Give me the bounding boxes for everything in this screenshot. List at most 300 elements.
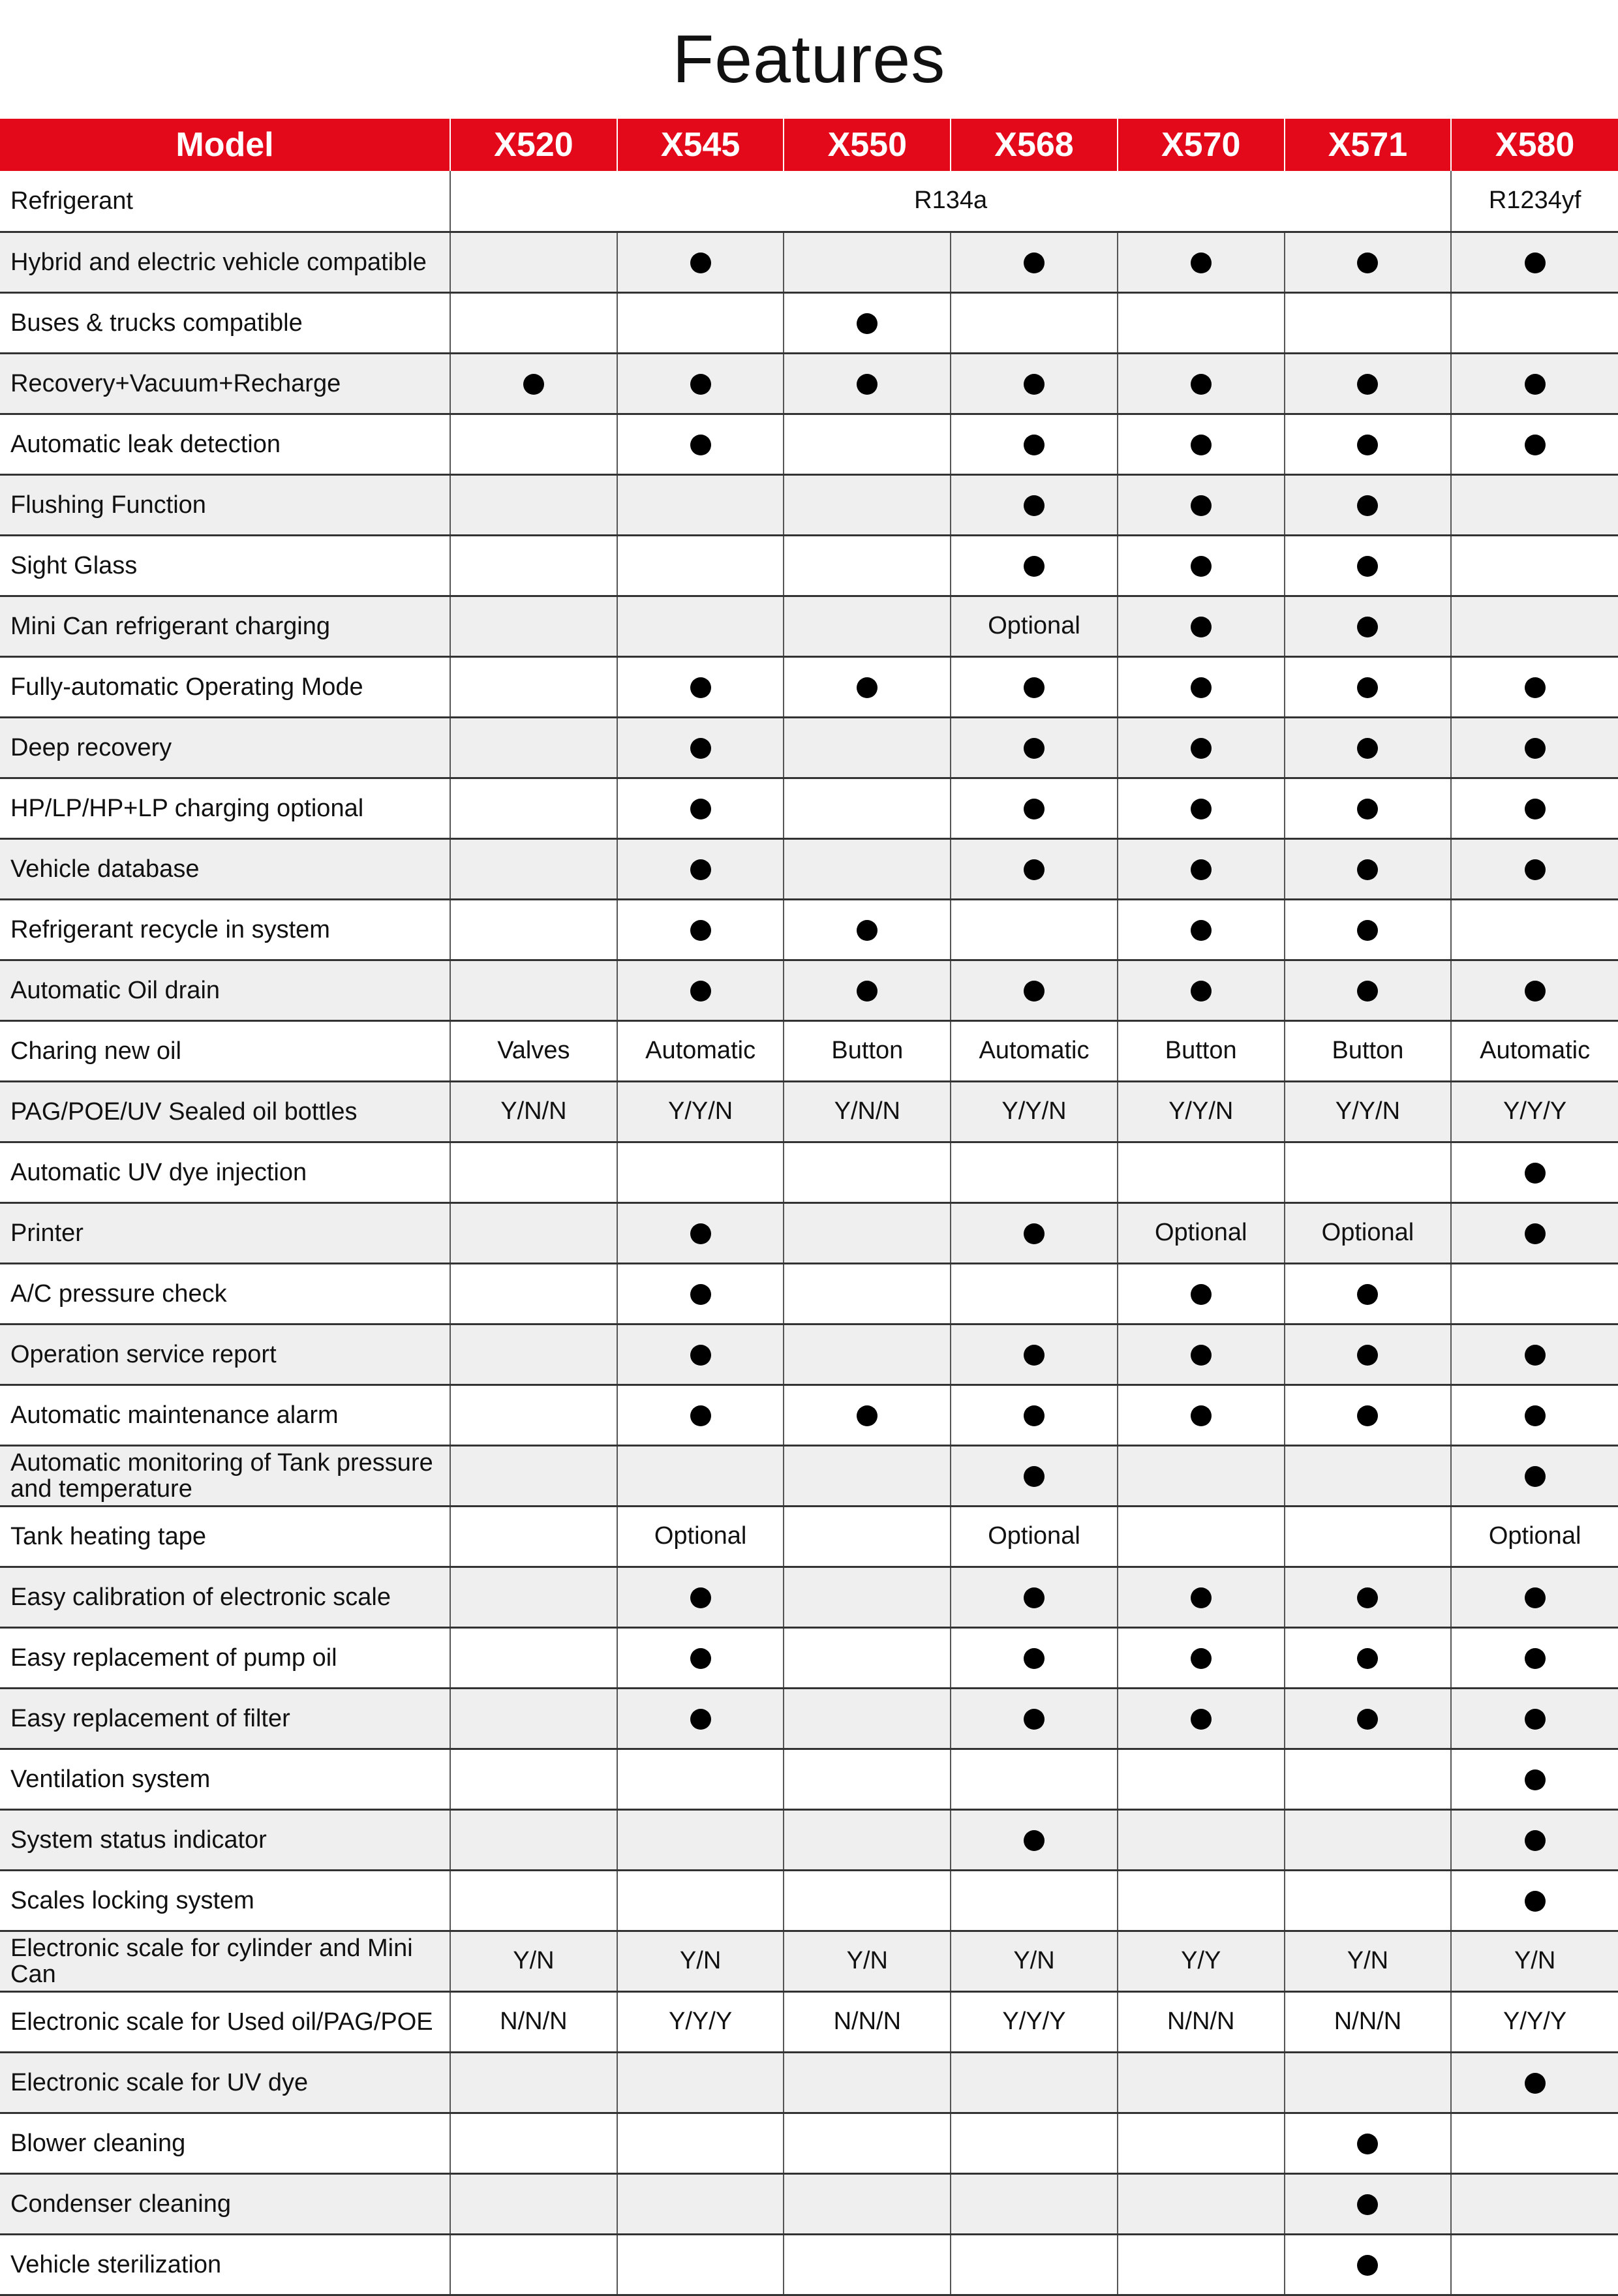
table-cell xyxy=(1451,596,1618,656)
table-cell: Optional xyxy=(617,1506,784,1567)
table-cell xyxy=(450,1202,617,1263)
table-cell xyxy=(951,778,1118,838)
table-row xyxy=(0,2173,1618,2234)
table-row xyxy=(0,656,1618,717)
bullet-dot-icon xyxy=(1357,1284,1378,1305)
table-cell: Y/N/N xyxy=(450,1081,617,1142)
table-cell xyxy=(617,2234,784,2295)
table-cell xyxy=(1451,232,1618,292)
header-model-x570: X570 xyxy=(1118,119,1285,171)
table-cell xyxy=(617,596,784,656)
bullet-dot-icon xyxy=(1024,435,1045,455)
table-cell xyxy=(784,1202,951,1263)
table-cell xyxy=(784,1506,951,1567)
table-cell xyxy=(1285,292,1452,353)
table-cell xyxy=(617,2173,784,2234)
table-cell xyxy=(784,1809,951,1870)
table-cell xyxy=(784,1749,951,1809)
table-cell xyxy=(951,838,1118,899)
feature-label: Automatic monitoring of Tank pressure and temperature xyxy=(0,1445,450,1506)
table-cell xyxy=(450,899,617,960)
features-table xyxy=(0,119,1618,2296)
table-row xyxy=(0,1142,1618,1202)
table-cell xyxy=(951,232,1118,292)
table-cell xyxy=(951,2113,1118,2173)
table-cell xyxy=(450,1688,617,1749)
bullet-dot-icon xyxy=(1357,981,1378,1002)
table-row xyxy=(0,1688,1618,1749)
table-cell xyxy=(1285,838,1452,899)
table-cell xyxy=(1451,656,1618,717)
bullet-dot-icon xyxy=(1525,1405,1546,1426)
table-cell xyxy=(951,474,1118,535)
bullet-dot-icon xyxy=(1191,677,1212,698)
table-row xyxy=(0,1385,1618,1445)
table-cell xyxy=(1451,960,1618,1020)
table-cell xyxy=(450,1870,617,1931)
page-title: Features xyxy=(672,21,946,97)
table-row xyxy=(0,414,1618,474)
bullet-dot-icon xyxy=(1024,1830,1045,1851)
bullet-dot-icon xyxy=(690,1345,711,1366)
table-row xyxy=(0,596,1618,656)
table-cell xyxy=(1451,778,1618,838)
table-row xyxy=(0,1081,1618,1142)
header-row xyxy=(0,119,1618,171)
bullet-dot-icon xyxy=(1525,253,1546,273)
feature-label: Easy calibration of electronic scale xyxy=(0,1567,450,1627)
table-header xyxy=(0,119,1618,171)
feature-label: Vehicle database xyxy=(0,838,450,899)
table-cell: N/N/N xyxy=(784,1991,951,2052)
table-cell xyxy=(951,1385,1118,1445)
table-cell: Button xyxy=(784,1020,951,1081)
table-cell xyxy=(951,2052,1118,2113)
table-cell xyxy=(1451,2234,1618,2295)
bullet-dot-icon xyxy=(857,374,878,395)
feature-label: Automatic maintenance alarm xyxy=(0,1385,450,1445)
bullet-dot-icon xyxy=(1191,1405,1212,1426)
table-cell xyxy=(1118,1324,1285,1385)
table-cell xyxy=(1451,1445,1618,1506)
bullet-dot-icon xyxy=(857,1405,878,1426)
table-cell xyxy=(1451,1385,1618,1445)
feature-label: A/C pressure check xyxy=(0,1263,450,1324)
bullet-dot-icon xyxy=(1024,1648,1045,1669)
bullet-dot-icon xyxy=(1024,1405,1045,1426)
table-cell xyxy=(1118,656,1285,717)
table-cell: Button xyxy=(1118,1020,1285,1081)
bullet-dot-icon xyxy=(1024,253,1045,273)
table-cell xyxy=(450,1506,617,1567)
table-cell xyxy=(1118,778,1285,838)
table-cell xyxy=(784,474,951,535)
table-cell xyxy=(1285,1870,1452,1931)
table-cell xyxy=(951,1567,1118,1627)
bullet-dot-icon xyxy=(1357,435,1378,455)
feature-label: Tank heating tape xyxy=(0,1506,450,1567)
bullet-dot-icon xyxy=(690,920,711,941)
table-cell xyxy=(1118,2234,1285,2295)
bullet-dot-icon xyxy=(1191,1345,1212,1366)
table-cell xyxy=(1285,717,1452,778)
table-cell: Automatic xyxy=(951,1020,1118,1081)
bullet-dot-icon xyxy=(690,435,711,455)
bullet-dot-icon xyxy=(1525,1769,1546,1790)
header-model-x568: X568 xyxy=(951,119,1118,171)
table-cell xyxy=(617,1445,784,1506)
table-cell xyxy=(1451,1263,1618,1324)
bullet-dot-icon xyxy=(1191,799,1212,819)
bullet-dot-icon xyxy=(1191,920,1212,941)
table-cell xyxy=(450,1749,617,1809)
table-cell xyxy=(951,414,1118,474)
table-cell xyxy=(1118,2052,1285,2113)
table-cell xyxy=(951,1809,1118,1870)
table-cell xyxy=(1285,596,1452,656)
table-cell xyxy=(450,535,617,596)
bullet-dot-icon xyxy=(690,374,711,395)
table-cell xyxy=(784,353,951,414)
feature-label: Automatic Oil drain xyxy=(0,960,450,1020)
table-row xyxy=(0,292,1618,353)
table-cell: Valves xyxy=(450,1020,617,1081)
table-cell xyxy=(1451,1567,1618,1627)
table-cell xyxy=(450,778,617,838)
table-cell xyxy=(1118,1385,1285,1445)
table-row xyxy=(0,1020,1618,1081)
table-cell xyxy=(1118,2173,1285,2234)
table-cell xyxy=(1451,1142,1618,1202)
table-cell xyxy=(617,1263,784,1324)
table-cell xyxy=(1118,414,1285,474)
table-cell xyxy=(617,717,784,778)
table-cell xyxy=(1118,292,1285,353)
table-row xyxy=(0,1445,1618,1506)
header-model-label: Model xyxy=(0,119,450,171)
table-cell: Y/Y/N xyxy=(1285,1081,1452,1142)
table-cell xyxy=(617,778,784,838)
bullet-dot-icon xyxy=(1525,1830,1546,1851)
table-row xyxy=(0,1627,1618,1688)
table-cell xyxy=(951,1263,1118,1324)
table-row xyxy=(0,1506,1618,1567)
bullet-dot-icon xyxy=(1024,374,1045,395)
table-cell xyxy=(617,1324,784,1385)
feature-label: Buses & trucks compatible xyxy=(0,292,450,353)
table-cell xyxy=(617,1870,784,1931)
table-cell xyxy=(1118,1749,1285,1809)
bullet-dot-icon xyxy=(1191,617,1212,637)
header-model-x520: X520 xyxy=(450,119,617,171)
table-cell xyxy=(450,232,617,292)
table-row xyxy=(0,1202,1618,1263)
table-cell xyxy=(1451,1324,1618,1385)
bullet-dot-icon xyxy=(1357,495,1378,516)
header-model-x550: X550 xyxy=(784,119,951,171)
table-cell xyxy=(1285,1688,1452,1749)
table-cell xyxy=(1451,474,1618,535)
bullet-dot-icon xyxy=(1191,1709,1212,1730)
table-cell xyxy=(617,414,784,474)
bullet-dot-icon xyxy=(1191,1587,1212,1608)
table-cell xyxy=(1451,899,1618,960)
table-cell xyxy=(450,717,617,778)
bullet-dot-icon xyxy=(690,859,711,880)
feature-label: Refrigerant xyxy=(0,171,450,232)
bullet-dot-icon xyxy=(1525,799,1546,819)
table-cell xyxy=(1451,535,1618,596)
bullet-dot-icon xyxy=(1024,677,1045,698)
table-cell xyxy=(951,1688,1118,1749)
table-cell xyxy=(1118,1263,1285,1324)
table-row xyxy=(0,1263,1618,1324)
table-row xyxy=(0,838,1618,899)
bullet-dot-icon xyxy=(1357,374,1378,395)
bullet-dot-icon xyxy=(1357,1587,1378,1608)
bullet-dot-icon xyxy=(1357,2255,1378,2276)
feature-label: Easy replacement of filter xyxy=(0,1688,450,1749)
table-cell xyxy=(951,2173,1118,2234)
table-cell xyxy=(1118,232,1285,292)
table-cell xyxy=(1285,656,1452,717)
bullet-dot-icon xyxy=(1525,1891,1546,1912)
table-row xyxy=(0,1749,1618,1809)
table-cell xyxy=(1285,2234,1452,2295)
table-cell xyxy=(1451,414,1618,474)
bullet-dot-icon xyxy=(1191,556,1212,577)
table-cell: Y/N/N xyxy=(784,1081,951,1142)
bullet-dot-icon xyxy=(690,738,711,759)
table-cell xyxy=(617,838,784,899)
bullet-dot-icon xyxy=(1357,2194,1378,2215)
table-cell xyxy=(1118,1688,1285,1749)
table-cell xyxy=(1118,353,1285,414)
bullet-dot-icon xyxy=(1525,1163,1546,1184)
table-cell xyxy=(784,2113,951,2173)
table-cell xyxy=(617,1202,784,1263)
table-cell xyxy=(784,1385,951,1445)
bullet-dot-icon xyxy=(1525,1466,1546,1487)
bullet-dot-icon xyxy=(690,981,711,1002)
bullet-dot-icon xyxy=(1024,859,1045,880)
bullet-dot-icon xyxy=(1024,1466,1045,1487)
table-row xyxy=(0,1931,1618,1991)
table-cell: Optional xyxy=(1118,1202,1285,1263)
header-model-x571: X571 xyxy=(1285,119,1452,171)
bullet-dot-icon xyxy=(523,374,544,395)
table-cell xyxy=(450,1142,617,1202)
table-cell xyxy=(617,2052,784,2113)
feature-label: PAG/POE/UV Sealed oil bottles xyxy=(0,1081,450,1142)
feature-label: Electronic scale for UV dye xyxy=(0,2052,450,2113)
table-cell: Y/Y xyxy=(1118,1931,1285,1991)
table-cell: R1234yf xyxy=(1451,171,1618,232)
table-cell xyxy=(617,960,784,1020)
table-cell xyxy=(617,535,784,596)
table-cell xyxy=(1285,960,1452,1020)
table-cell xyxy=(450,414,617,474)
table-cell xyxy=(1285,2113,1452,2173)
bullet-dot-icon xyxy=(1357,799,1378,819)
bullet-dot-icon xyxy=(1191,738,1212,759)
table-cell xyxy=(1285,414,1452,474)
table-cell: Y/Y/Y xyxy=(1451,1081,1618,1142)
feature-label: Blower cleaning xyxy=(0,2113,450,2173)
table-cell xyxy=(450,1627,617,1688)
bullet-dot-icon xyxy=(1357,859,1378,880)
table-cell xyxy=(1118,2113,1285,2173)
table-row xyxy=(0,2052,1618,2113)
table-cell xyxy=(617,1567,784,1627)
bullet-dot-icon xyxy=(1191,253,1212,273)
table-cell xyxy=(1451,1870,1618,1931)
table-cell xyxy=(1451,292,1618,353)
bullet-dot-icon xyxy=(1357,920,1378,941)
table-cell xyxy=(450,960,617,1020)
bullet-dot-icon xyxy=(1525,859,1546,880)
table-cell xyxy=(1118,1445,1285,1506)
table-row xyxy=(0,1991,1618,2052)
table-cell xyxy=(784,596,951,656)
table-cell xyxy=(1451,353,1618,414)
table-cell xyxy=(1118,1809,1285,1870)
table-cell xyxy=(784,778,951,838)
table-cell xyxy=(617,232,784,292)
bullet-dot-icon xyxy=(1525,677,1546,698)
table-cell xyxy=(450,1809,617,1870)
feature-label: System status indicator xyxy=(0,1809,450,1870)
table-cell xyxy=(1285,1749,1452,1809)
table-cell: Y/N xyxy=(617,1931,784,1991)
bullet-dot-icon xyxy=(690,253,711,273)
table-cell xyxy=(784,656,951,717)
table-cell xyxy=(784,717,951,778)
table-cell xyxy=(1451,2052,1618,2113)
bullet-dot-icon xyxy=(1024,1223,1045,1244)
bullet-dot-icon xyxy=(690,1223,711,1244)
table-cell xyxy=(1285,1445,1452,1506)
table-cell: Y/Y/Y xyxy=(617,1991,784,2052)
table-cell xyxy=(1451,2113,1618,2173)
table-cell xyxy=(450,2173,617,2234)
table-cell xyxy=(1451,1202,1618,1263)
table-cell xyxy=(617,353,784,414)
table-cell xyxy=(951,656,1118,717)
table-cell xyxy=(784,292,951,353)
bullet-dot-icon xyxy=(690,1405,711,1426)
bullet-dot-icon xyxy=(1024,1587,1045,1608)
table-cell xyxy=(1285,1809,1452,1870)
feature-label: Mini Can refrigerant charging xyxy=(0,596,450,656)
table-cell xyxy=(951,1202,1118,1263)
bullet-dot-icon xyxy=(1357,738,1378,759)
table-cell xyxy=(450,292,617,353)
table-cell xyxy=(1285,1627,1452,1688)
table-cell xyxy=(1451,717,1618,778)
table-cell xyxy=(784,232,951,292)
table-cell xyxy=(1118,717,1285,778)
table-cell xyxy=(951,960,1118,1020)
table-row xyxy=(0,778,1618,838)
table-cell xyxy=(784,838,951,899)
table-cell xyxy=(951,1749,1118,1809)
table-cell xyxy=(1118,1627,1285,1688)
table-cell xyxy=(784,1567,951,1627)
table-cell: Y/N xyxy=(450,1931,617,1991)
table-cell xyxy=(1285,778,1452,838)
bullet-dot-icon xyxy=(1191,1648,1212,1669)
table-cell xyxy=(784,2173,951,2234)
bullet-dot-icon xyxy=(1191,981,1212,1002)
table-row xyxy=(0,2234,1618,2295)
bullet-dot-icon xyxy=(857,313,878,334)
feature-label: Electronic scale for cylinder and Mini Can xyxy=(0,1931,450,1991)
table-cell xyxy=(784,414,951,474)
table-cell: Y/Y/Y xyxy=(1451,1991,1618,2052)
table-cell: R134a xyxy=(450,171,1451,232)
header-model-x545: X545 xyxy=(617,119,784,171)
bullet-dot-icon xyxy=(1357,677,1378,698)
table-row xyxy=(0,2113,1618,2173)
table-cell xyxy=(784,1445,951,1506)
table-cell xyxy=(951,1870,1118,1931)
feature-label: Scales locking system xyxy=(0,1870,450,1931)
table-cell xyxy=(1285,2173,1452,2234)
feature-label: Electronic scale for Used oil/PAG/POE xyxy=(0,1991,450,2052)
feature-label: Recovery+Vacuum+Recharge xyxy=(0,353,450,414)
table-cell xyxy=(1285,535,1452,596)
table-cell xyxy=(1285,2052,1452,2113)
feature-label: Fully-automatic Operating Mode xyxy=(0,656,450,717)
table-cell xyxy=(617,1809,784,1870)
table-cell xyxy=(1451,1809,1618,1870)
table-cell: Y/N xyxy=(1451,1931,1618,1991)
table-cell xyxy=(784,1688,951,1749)
feature-label: Vehicle sterilization xyxy=(0,2234,450,2295)
table-cell xyxy=(784,2234,951,2295)
bullet-dot-icon xyxy=(690,1709,711,1730)
bullet-dot-icon xyxy=(1024,738,1045,759)
bullet-dot-icon xyxy=(1024,981,1045,1002)
table-cell xyxy=(1118,596,1285,656)
feature-label: Flushing Function xyxy=(0,474,450,535)
table-cell xyxy=(450,1385,617,1445)
table-row xyxy=(0,1567,1618,1627)
table-cell xyxy=(784,1627,951,1688)
table-cell xyxy=(1285,1385,1452,1445)
table-cell xyxy=(1451,1627,1618,1688)
table-cell xyxy=(450,1445,617,1506)
table-cell xyxy=(617,899,784,960)
table-cell xyxy=(784,899,951,960)
feature-label: Deep recovery xyxy=(0,717,450,778)
feature-label: Hybrid and electric vehicle compatible xyxy=(0,232,450,292)
bullet-dot-icon xyxy=(1191,435,1212,455)
table-cell xyxy=(617,292,784,353)
table-cell: Y/N xyxy=(951,1931,1118,1991)
bullet-dot-icon xyxy=(1525,1648,1546,1669)
table-cell xyxy=(1118,1142,1285,1202)
bullet-dot-icon xyxy=(1525,1709,1546,1730)
bullet-dot-icon xyxy=(1525,1587,1546,1608)
feature-label: Ventilation system xyxy=(0,1749,450,1809)
bullet-dot-icon xyxy=(690,677,711,698)
table-cell xyxy=(450,1324,617,1385)
table-cell: Automatic xyxy=(617,1020,784,1081)
feature-label: Sight Glass xyxy=(0,535,450,596)
table-cell xyxy=(1451,838,1618,899)
